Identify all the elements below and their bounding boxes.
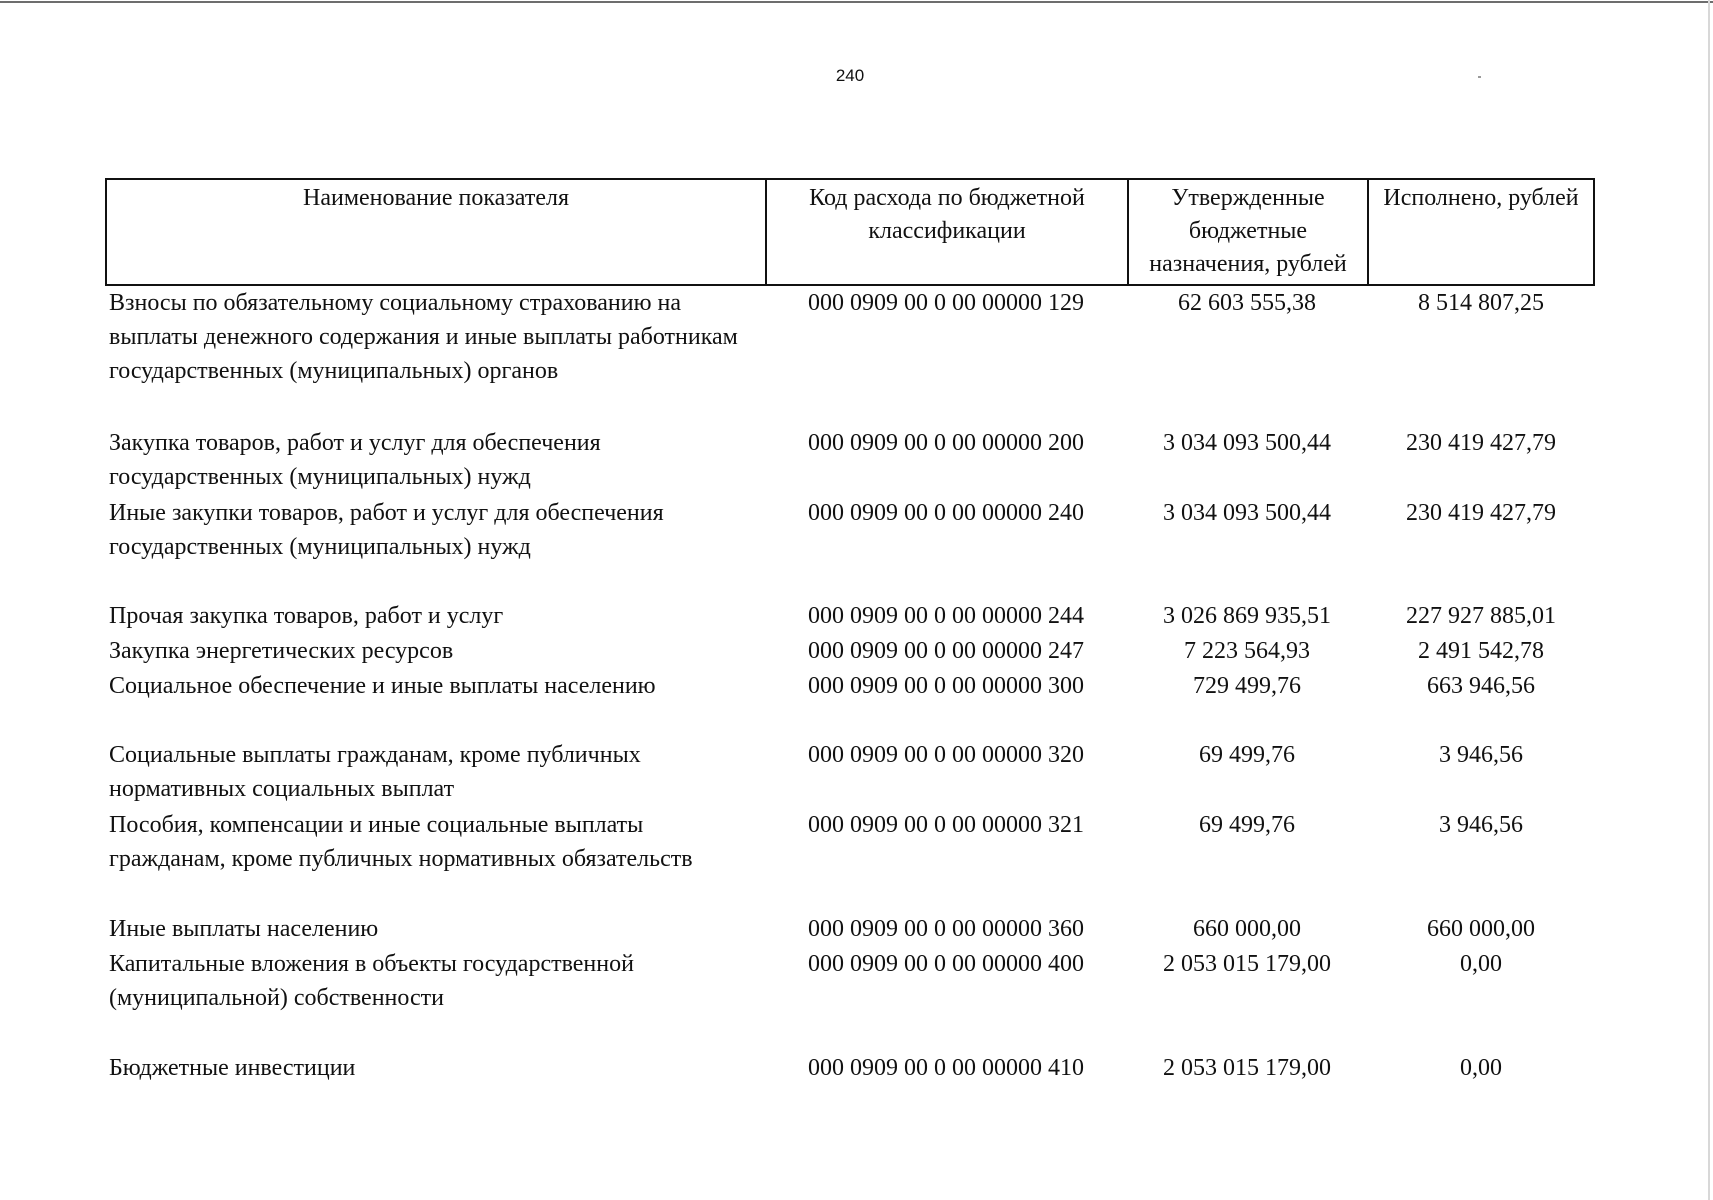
row-approved: 69 499,76 — [1199, 812, 1295, 838]
row-code: 000 0909 00 0 00 00000 400 — [808, 951, 1084, 977]
row-executed: 227 927 885,01 — [1406, 603, 1556, 629]
row-name: Пособия, компенсации и иные социальные выплаты гражданам, кроме публичных нормативных обязательств — [109, 812, 693, 872]
row-name: Иные закупки товаров, работ и услуг для обеспечения государственных (муниципальных) нужд — [109, 500, 664, 560]
row-approved: 3 026 869 935,51 — [1163, 603, 1331, 629]
table-row — [105, 1051, 1595, 1086]
row-approved: 3 034 093 500,44 — [1163, 430, 1331, 456]
table-row — [105, 599, 1595, 634]
table-row — [105, 947, 1595, 1051]
row-name: Иные выплаты населению — [109, 916, 379, 942]
header-name: Наименование показателя — [107, 180, 767, 284]
header-approved: Утвержденные бюджетные назначения, рублей — [1129, 180, 1369, 284]
row-approved: 2 053 015 179,00 — [1163, 1055, 1331, 1081]
header-code: Код расхода по бюджетной классификации — [767, 180, 1129, 284]
row-name: Бюджетные инвестиции — [109, 1055, 356, 1081]
row-code: 000 0909 00 0 00 00000 320 — [808, 742, 1084, 768]
row-approved: 660 000,00 — [1193, 916, 1301, 942]
row-code: 000 0909 00 0 00 00000 360 — [808, 916, 1084, 942]
header-executed: Исполнено, рублей — [1383, 185, 1579, 211]
row-name: Закупка товаров, работ и услуг для обеспечения государственных (муниципальных) нужд — [109, 430, 601, 490]
row-executed: 2 491 542,78 — [1418, 638, 1544, 664]
row-name: Закупка энергетических ресурсов — [109, 638, 454, 664]
row-executed: 230 419 427,79 — [1406, 500, 1556, 526]
row-approved: 729 499,76 — [1193, 673, 1301, 699]
table-row — [105, 496, 1595, 599]
row-approved: 62 603 555,38 — [1178, 290, 1316, 316]
row-code: 000 0909 00 0 00 00000 247 — [808, 638, 1084, 664]
table-row — [105, 669, 1595, 738]
row-approved: 3 034 093 500,44 — [1163, 500, 1331, 526]
scan-right-border — [1708, 0, 1710, 1200]
table-row — [105, 738, 1595, 808]
row-code: 000 0909 00 0 00 00000 300 — [808, 673, 1084, 699]
row-code: 000 0909 00 0 00 00000 129 — [808, 290, 1084, 316]
row-name: Взносы по обязательному социальному страхованию на выплаты денежного содержания и иные выплаты работникам государственных (муниципальных) органов — [109, 290, 738, 384]
table-header — [105, 178, 1595, 286]
table-row — [105, 912, 1595, 947]
table-body — [105, 286, 1595, 1086]
row-code: 000 0909 00 0 00 00000 240 — [808, 500, 1084, 526]
page-number: 240 — [835, 66, 865, 85]
row-code: 000 0909 00 0 00 00000 321 — [808, 812, 1084, 838]
row-name: Социальные выплаты гражданам, кроме публичных нормативных социальных выплат — [109, 742, 641, 802]
row-approved: 69 499,76 — [1199, 742, 1295, 768]
row-executed: 230 419 427,79 — [1406, 430, 1556, 456]
table-row — [105, 808, 1595, 912]
table-row — [105, 286, 1595, 426]
row-executed: 660 000,00 — [1427, 916, 1535, 942]
row-name: Прочая закупка товаров, работ и услуг — [109, 603, 504, 629]
row-executed: 3 946,56 — [1439, 812, 1523, 838]
row-executed: 3 946,56 — [1439, 742, 1523, 768]
row-executed: 0,00 — [1460, 1055, 1502, 1081]
scan-top-border — [0, 1, 1713, 3]
table-row — [105, 634, 1595, 669]
row-name: Социальное обеспечение и иные выплаты населению — [109, 673, 656, 699]
row-executed: 663 946,56 — [1427, 673, 1535, 699]
row-approved: 2 053 015 179,00 — [1163, 951, 1331, 977]
row-code: 000 0909 00 0 00 00000 244 — [808, 603, 1084, 629]
table-row — [105, 426, 1595, 496]
scan-speck — [1478, 76, 1481, 78]
row-executed: 0,00 — [1460, 951, 1502, 977]
row-name: Капитальные вложения в объекты государственной (муниципальной) собственности — [109, 951, 634, 1011]
row-approved: 7 223 564,93 — [1184, 638, 1310, 664]
row-executed: 8 514 807,25 — [1418, 290, 1544, 316]
row-code: 000 0909 00 0 00 00000 410 — [808, 1055, 1084, 1081]
row-code: 000 0909 00 0 00 00000 200 — [808, 430, 1084, 456]
